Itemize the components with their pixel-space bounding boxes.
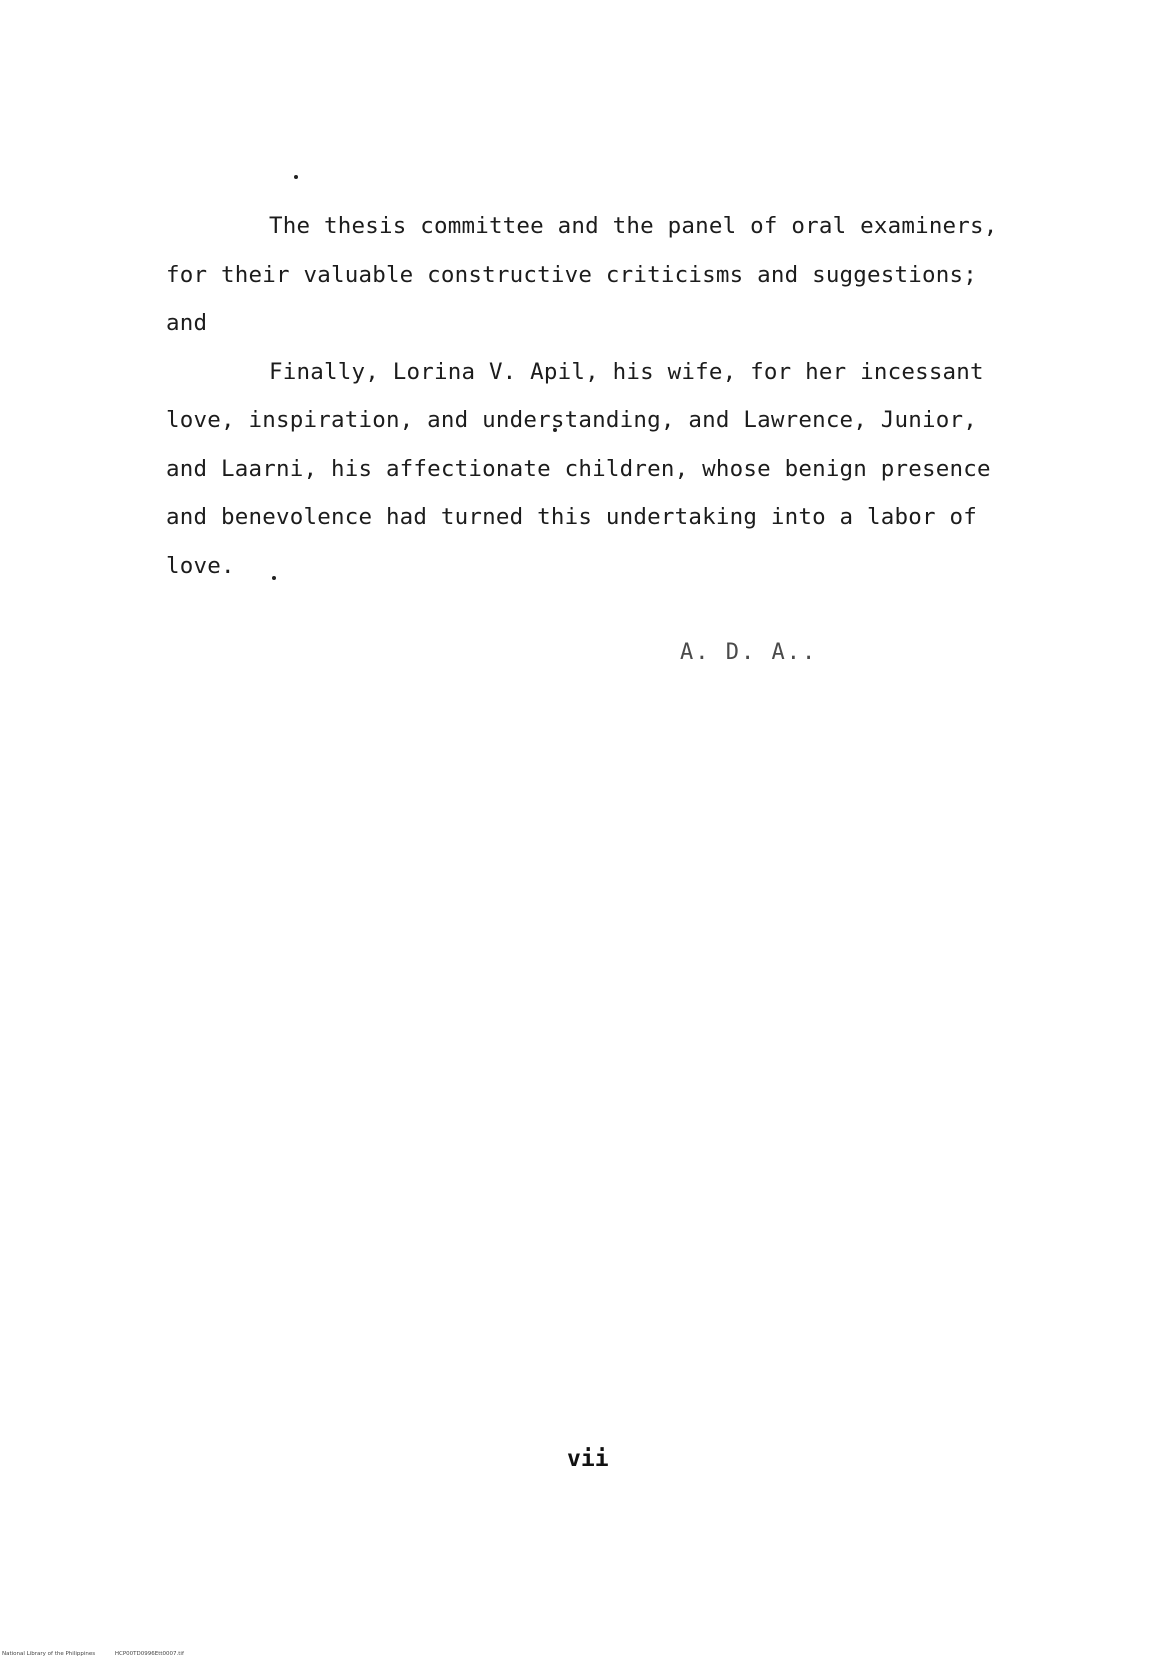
- footer-library: National Library of the Philippines: [2, 1651, 96, 1657]
- author-initials: A. D. A..: [680, 640, 818, 665]
- paragraph-committee: The thesis committee and the panel of oral examiners, for their valuable constructive criticisms and suggestions; and: [166, 213, 998, 336]
- acknowledgment-text: [166, 202, 1016, 590]
- scan-footer: [2, 1651, 184, 1657]
- footer-file-id: HCP00TD0996Ett0007.tif: [114, 1651, 184, 1657]
- scan-speck: [294, 175, 298, 179]
- paragraph-family: Finally, Lorina V. Apil, his wife, for her incessant love, inspiration, and understanding, and Lawrence, Junior, and Laarni, his affectionate children, whose benign presence and benevolence had turned this undertaking into a labor of love.: [166, 358, 991, 579]
- page-number: vii: [567, 1446, 609, 1472]
